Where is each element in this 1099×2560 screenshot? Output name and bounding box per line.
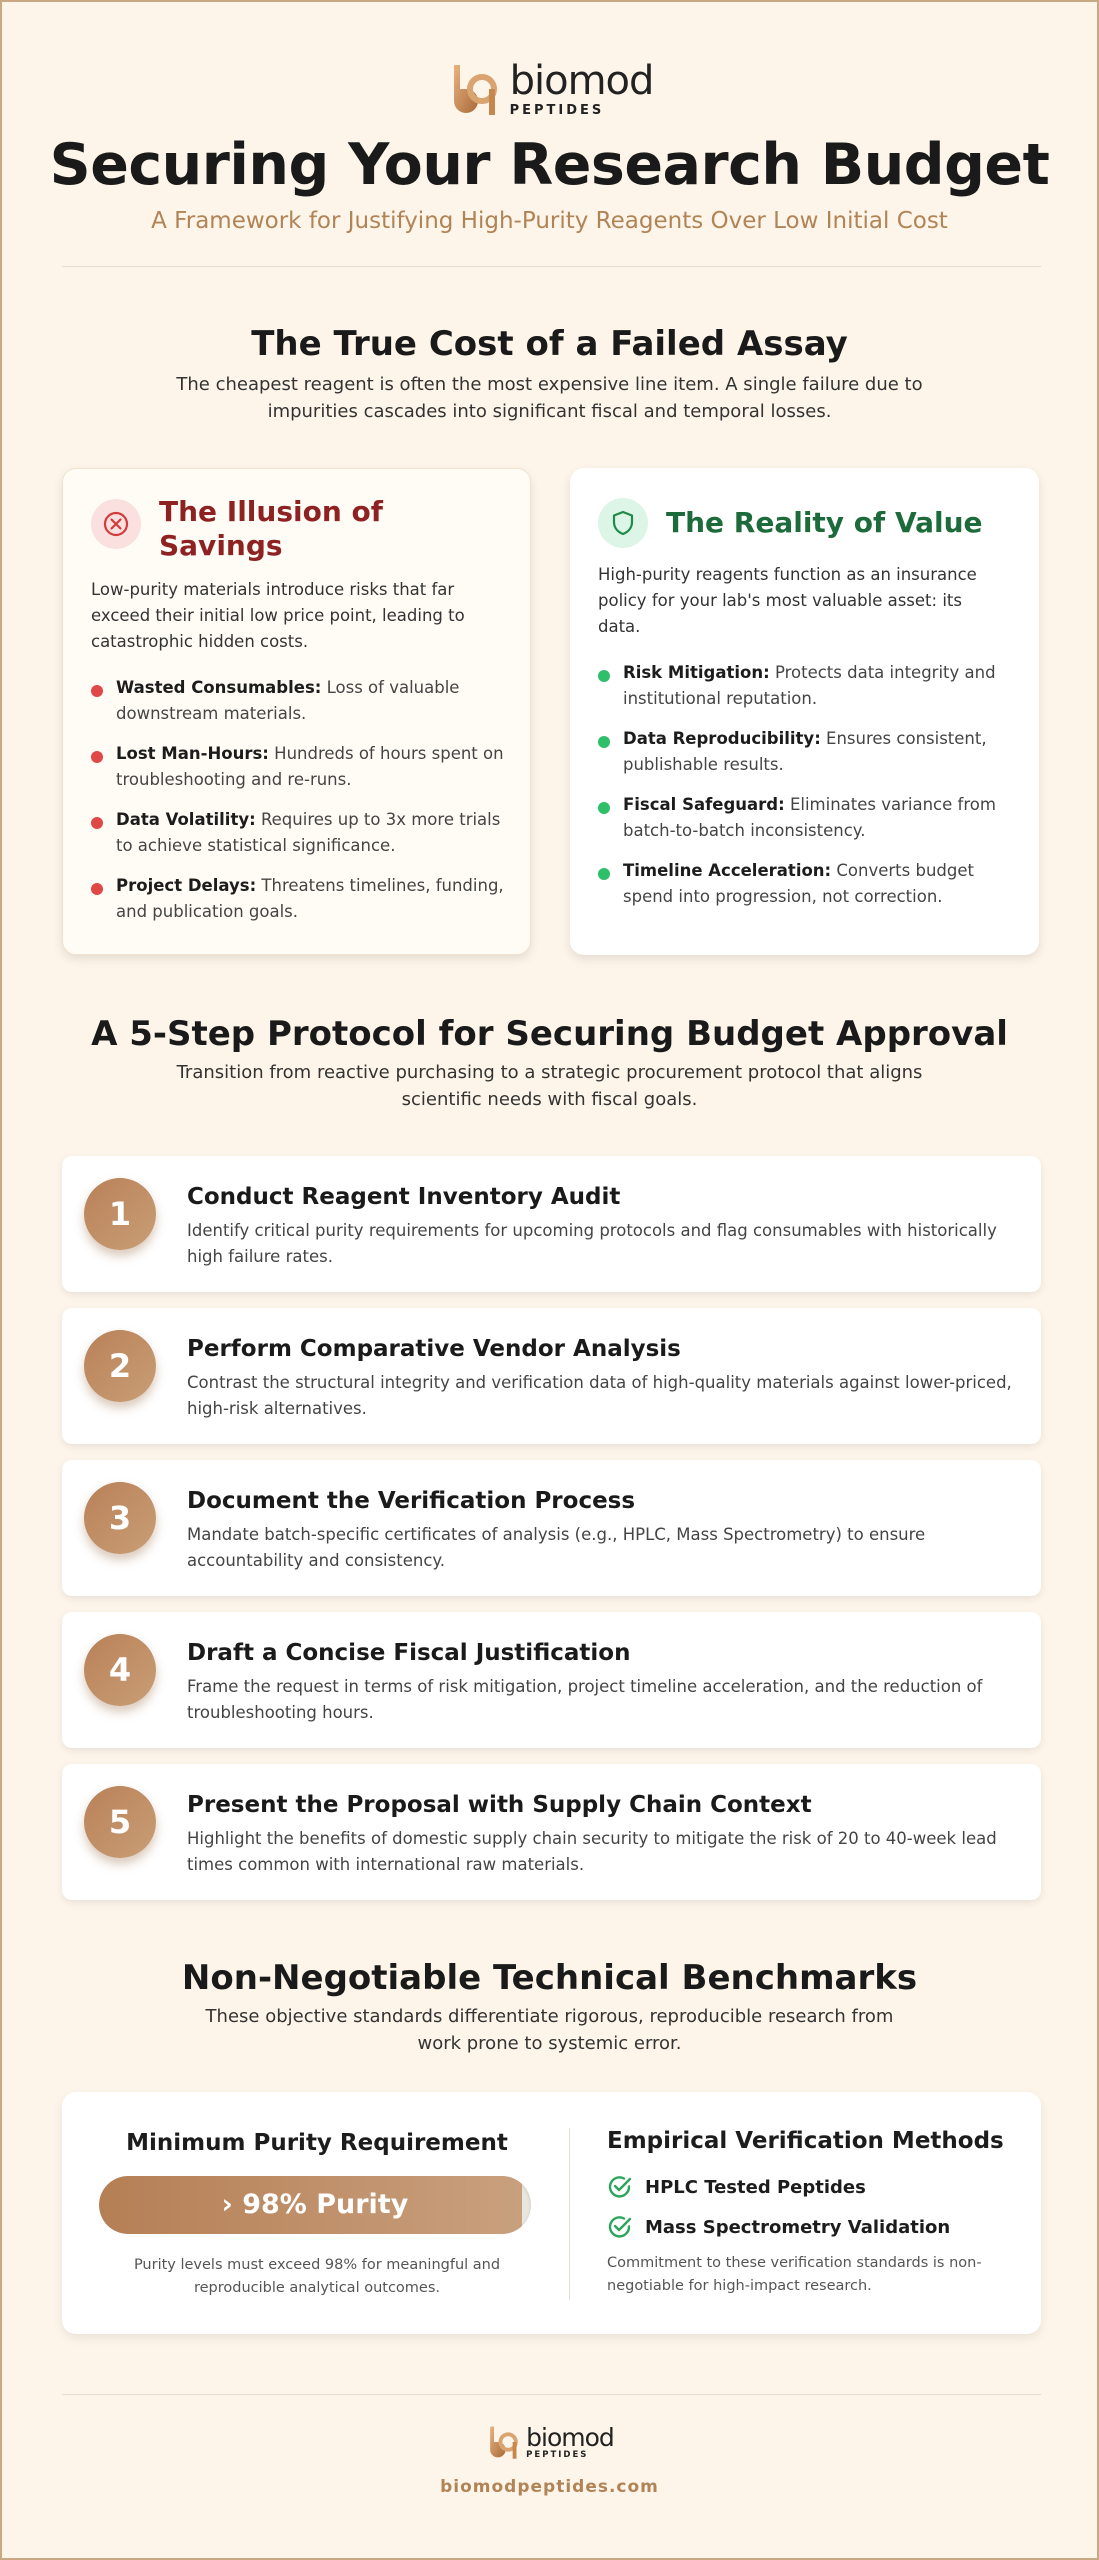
step-card bbox=[62, 1764, 1041, 1900]
item-text: Converts budget spend into progression, not correction. bbox=[623, 861, 974, 906]
list-item bbox=[598, 858, 1018, 910]
list-item bbox=[598, 726, 1018, 778]
step-card bbox=[62, 1612, 1041, 1748]
step-card bbox=[62, 1460, 1041, 1596]
page-title: Securing Your Research Budget bbox=[49, 132, 1050, 198]
protocol-desc-line: scientific needs with fiscal goals. bbox=[401, 1089, 698, 1110]
steps-list bbox=[62, 1156, 1041, 1902]
illusion-title-line: Savings bbox=[159, 529, 283, 562]
step-title: Document the Verification Process bbox=[187, 1488, 636, 1514]
cost-section-title: The True Cost of a Failed Assay bbox=[251, 324, 848, 364]
step-desc: Frame the request in terms of risk mitigation, project timeline acceleration, and the reduction of troubleshooting hours. bbox=[187, 1677, 983, 1722]
item-text: Requires up to 3x more trials to achieve statistical significance. bbox=[116, 810, 501, 855]
step-desc: Highlight the benefits of domestic supply chain security to mitigate the risk of 20 to 40-week lead times common with international raw materials. bbox=[187, 1829, 997, 1874]
verification-item bbox=[607, 2174, 866, 2200]
benchmarks-desc-line: These objective standards differentiate rigorous, reproducible research from bbox=[205, 2006, 894, 2027]
item-text: Ensures consistent, publishable results. bbox=[623, 729, 987, 774]
cost-section-desc bbox=[2, 371, 1097, 425]
item-label: Data Reproducibility: bbox=[623, 729, 821, 748]
step-desc: Mandate batch-specific certificates of analysis (e.g., HPLC, Mass Spectrometry) to ensure accountability and consistency. bbox=[187, 1525, 926, 1570]
step-card bbox=[62, 1156, 1041, 1292]
reality-desc: High-purity reagents function as an insurance policy for your lab's most valuable asset: its data. bbox=[598, 565, 977, 636]
item-label: Timeline Acceleration: bbox=[623, 861, 832, 880]
biomod-logo-icon bbox=[485, 2424, 521, 2460]
illusion-card bbox=[62, 468, 531, 955]
step-number: 5 bbox=[84, 1786, 156, 1858]
shield-icon bbox=[598, 498, 648, 548]
purity-label: › 98% Purity bbox=[221, 2189, 409, 2220]
list-item bbox=[91, 807, 511, 859]
list-item bbox=[91, 873, 511, 925]
check-circle-icon bbox=[607, 2214, 633, 2240]
verification-item bbox=[607, 2214, 950, 2240]
item-label: Project Delays: bbox=[116, 876, 257, 895]
step-number: 2 bbox=[84, 1330, 156, 1402]
step-title: Present the Proposal with Supply Chain Context bbox=[187, 1792, 812, 1818]
illusion-title bbox=[159, 495, 383, 563]
purity-note: Purity levels must exceed 98% for meaningful and reproducible analytical outcomes. bbox=[133, 2257, 501, 2296]
benchmarks-desc-line: work prone to systemic error. bbox=[417, 2033, 682, 2054]
step-title: Draft a Concise Fiscal Justification bbox=[187, 1640, 631, 1666]
list-item bbox=[598, 792, 1018, 844]
verification-note: Commitment to these verification standards is non-negotiable for high-impact research. bbox=[607, 2255, 982, 2294]
item-text: Protects data integrity and institutional reputation. bbox=[623, 663, 996, 708]
step-number: 3 bbox=[84, 1482, 156, 1554]
logo-wordmark: biomod bbox=[526, 2422, 614, 2452]
step-title: Conduct Reagent Inventory Audit bbox=[187, 1184, 621, 1210]
benchmarks-divider bbox=[569, 2128, 570, 2300]
reality-card bbox=[570, 468, 1039, 955]
list-item bbox=[91, 675, 511, 727]
x-circle-icon bbox=[91, 499, 141, 549]
list-item bbox=[598, 660, 1018, 712]
reality-title: The Reality of Value bbox=[666, 506, 983, 539]
protocol-desc-line: Transition from reactive purchasing to a strategic procurement protocol that aligns bbox=[176, 1062, 923, 1083]
cost-desc-line: The cheapest reagent is often the most expensive line item. A single failure due to bbox=[176, 374, 923, 395]
step-desc: Identify critical purity requirements for upcoming protocols and flag consumables with historically high failure rates. bbox=[187, 1221, 997, 1266]
item-label: Data Volatility: bbox=[116, 810, 256, 829]
check-circle-icon bbox=[607, 2174, 633, 2200]
illusion-title-line: The Illusion of bbox=[159, 495, 383, 528]
footer-url-link[interactable]: biomodpeptides.com bbox=[440, 2477, 659, 2497]
step-number: 1 bbox=[84, 1178, 156, 1250]
verification-item-label: HPLC Tested Peptides bbox=[645, 2176, 866, 2198]
illusion-desc: Low-purity materials introduce risks that far exceed their initial low price point, leading to catastrophic hidden costs. bbox=[91, 580, 465, 651]
header-divider bbox=[62, 266, 1041, 267]
benchmarks-section-title: Non-Negotiable Technical Benchmarks bbox=[181, 1958, 918, 1998]
benchmarks-card bbox=[62, 2092, 1041, 2334]
reality-list bbox=[598, 660, 1018, 924]
logo-wordmark: biomod bbox=[509, 57, 654, 104]
step-number: 4 bbox=[84, 1634, 156, 1706]
header-logo bbox=[2, 58, 1097, 120]
protocol-section-title: A 5-Step Protocol for Securing Budget Approval bbox=[91, 1014, 1008, 1054]
logo-subtext: PEPTIDES bbox=[509, 102, 605, 118]
purity-bar bbox=[99, 2176, 531, 2234]
benchmarks-section-desc bbox=[2, 2003, 1097, 2057]
step-desc: Contrast the structural integrity and verification data of high-quality materials against lower-priced, high-risk alternatives. bbox=[187, 1373, 1012, 1418]
item-text: Threatens timelines, funding, and publication goals. bbox=[116, 876, 504, 921]
item-text: Hundreds of hours spent on troubleshooting and re-runs. bbox=[116, 744, 504, 789]
protocol-section-desc bbox=[2, 1059, 1097, 1113]
illusion-list bbox=[91, 675, 511, 939]
footer-divider bbox=[62, 2394, 1041, 2395]
item-label: Risk Mitigation: bbox=[623, 663, 770, 682]
item-label: Wasted Consumables: bbox=[116, 678, 322, 697]
item-label: Fiscal Safeguard: bbox=[623, 795, 785, 814]
footer-logo bbox=[2, 2422, 1097, 2462]
verification-item-label: Mass Spectrometry Validation bbox=[645, 2216, 951, 2238]
cost-desc-line: impurities cascades into significant fiscal and temporal losses. bbox=[267, 401, 832, 422]
verification-title: Empirical Verification Methods bbox=[607, 2128, 1004, 2154]
benchmarks-wrap bbox=[62, 2092, 1041, 2334]
logo-subtext: PEPTIDES bbox=[526, 2449, 589, 2460]
step-card bbox=[62, 1308, 1041, 1444]
step-title: Perform Comparative Vendor Analysis bbox=[187, 1336, 681, 1362]
page-subtitle: A Framework for Justifying High-Purity Reagents Over Low Initial Cost bbox=[151, 208, 948, 234]
list-item bbox=[91, 741, 511, 793]
purity-title: Minimum Purity Requirement bbox=[126, 2130, 508, 2156]
item-text: Eliminates variance from batch-to-batch inconsistency. bbox=[623, 795, 996, 840]
item-label: Lost Man-Hours: bbox=[116, 744, 269, 763]
item-text: Loss of valuable downstream materials. bbox=[116, 678, 460, 723]
biomod-logo-icon bbox=[446, 61, 502, 117]
